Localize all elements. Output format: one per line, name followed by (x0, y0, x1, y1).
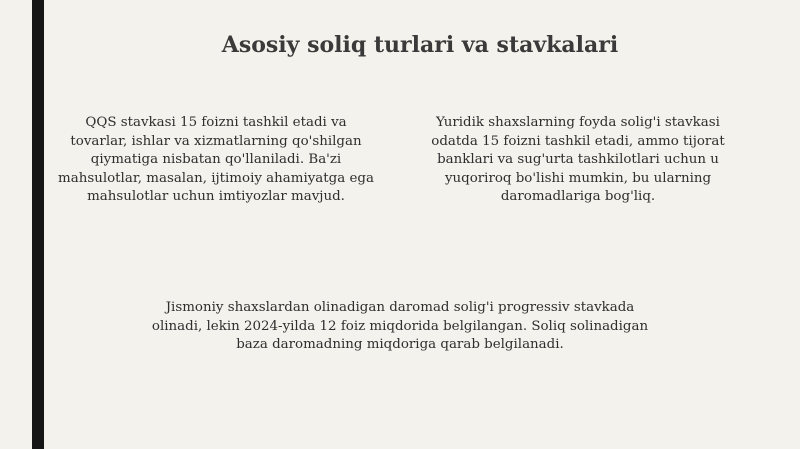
slide-title: Asosiy soliq turlari va stavkalari (221, 32, 619, 58)
accent-bar (32, 0, 44, 449)
vat-paragraph: QQS stavkasi 15 foizni tashkil etadi va tovarlar, ishlar va xizmatlarning qo'shilgan qiymatiga nisbatan qo'llaniladi. Ba'zi mahsulotlar, masalan, ijtimoiy ahamiyatga ega mahsulotlar uchun imtiyozlar mavjud. (58, 115, 374, 204)
corporate-tax-paragraph: Yuridik shaxslarning foyda solig'i stavkasi odatda 15 foizni tashkil etadi, ammo tijorat banklari va sug'urta tashkilotlari uchun u yuqoriroq bo'lishi mumkin, bu ularning daromadlariga bog'liq. (431, 115, 725, 204)
income-tax-paragraph: Jismoniy shaxslardan olinadigan daromad solig'i progressiv stavkada olinadi, lekin 2024-yilda 12 foiz miqdorida belgilangan. Soliq solinadigan baza daromadning miqdoriga qarab belgilanadi. (151, 300, 649, 352)
